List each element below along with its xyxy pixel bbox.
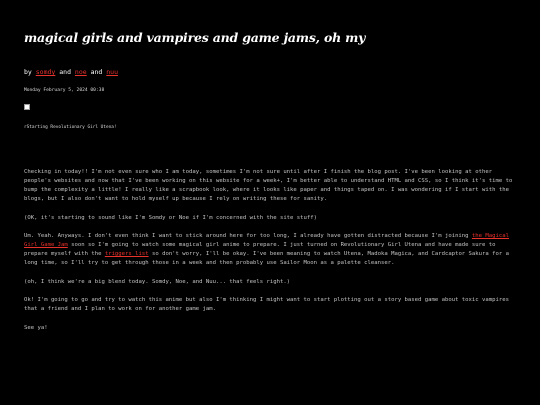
- paragraph: [24, 168, 518, 204]
- byline-prefix: by: [24, 68, 32, 76]
- author-link-nuu[interactable]: nuu: [106, 68, 119, 76]
- broken-image-icon: [24, 104, 30, 110]
- paragraph-text: Checking in today!! I'm not even sure who I am today, sometimes I'm not sure until after I finish the blog post. I've been looking at other people's websites and now that I've been working on this website for a week+, I'm better able to understand HTML and CSS, so I think it's time to bump the complexity a little! I really like a scrapbook look, where it looks like paper and things taped on. I was wondering if I start with the blogs, but I also don't want to hold myself up because I rely on writing these for sanity.: [24, 169, 513, 202]
- triggers-list-link[interactable]: triggers list: [104, 251, 149, 257]
- paragraph-text: (oh, I think we're a big blend today. Somdy, Noe, and Nuu... that feels right.): [24, 278, 291, 285]
- paragraph-text: See ya!: [24, 324, 48, 331]
- post-body: [24, 168, 518, 342]
- paragraph-text: soon so I'm going to watch some magical girl anime to prepare. I just turned on Revolutionary Girl Utena and have made sure to prepare myself with the: [24, 242, 496, 257]
- post-date: Monday February 5, 2024 00:38: [24, 88, 105, 93]
- paragraph: [24, 232, 518, 268]
- paragraph-text: so don't worry, I'll be okay. I've been meaning to watch Utena, Madoka Magica, and Cardcaptor Sakura for a long time, so I'll try to get through those in a week and then probably use Sailor Moon as a palette cleanser.: [24, 251, 509, 266]
- paragraph-text: Um. Yeah. Anyways. I don't even think I want to stick around here for too long, I already have gotten distracted because I'm joining: [24, 233, 472, 239]
- byline-separator: and: [59, 68, 71, 76]
- byline-separator: and: [90, 68, 103, 76]
- byline: [24, 68, 118, 76]
- author-link-noe[interactable]: noe: [74, 68, 87, 76]
- paragraph-text: Ok! I'm going to go and try to watch this anime but also I'm thinking I might want to start plotting out a story based game about toxic vampires that a friend and I plan to work on for another game jam.: [24, 297, 509, 312]
- paragraph-text: (OK, it's starting to sound like I'm Somdy or Noe if I'm concerned with the site stuff): [24, 214, 317, 221]
- site-title: magical girls and vampires and game jams, oh my: [24, 30, 366, 45]
- game-jam-link[interactable]: the Magical Girl Game Jam: [24, 233, 509, 248]
- paragraph: [24, 324, 518, 333]
- image-caption: rStarting Revolutionary Girl Utena!: [24, 125, 117, 130]
- paragraph: [24, 214, 518, 223]
- paragraph: [24, 296, 518, 314]
- paragraph: [24, 278, 518, 287]
- author-link-somdy[interactable]: somdy: [35, 68, 56, 76]
